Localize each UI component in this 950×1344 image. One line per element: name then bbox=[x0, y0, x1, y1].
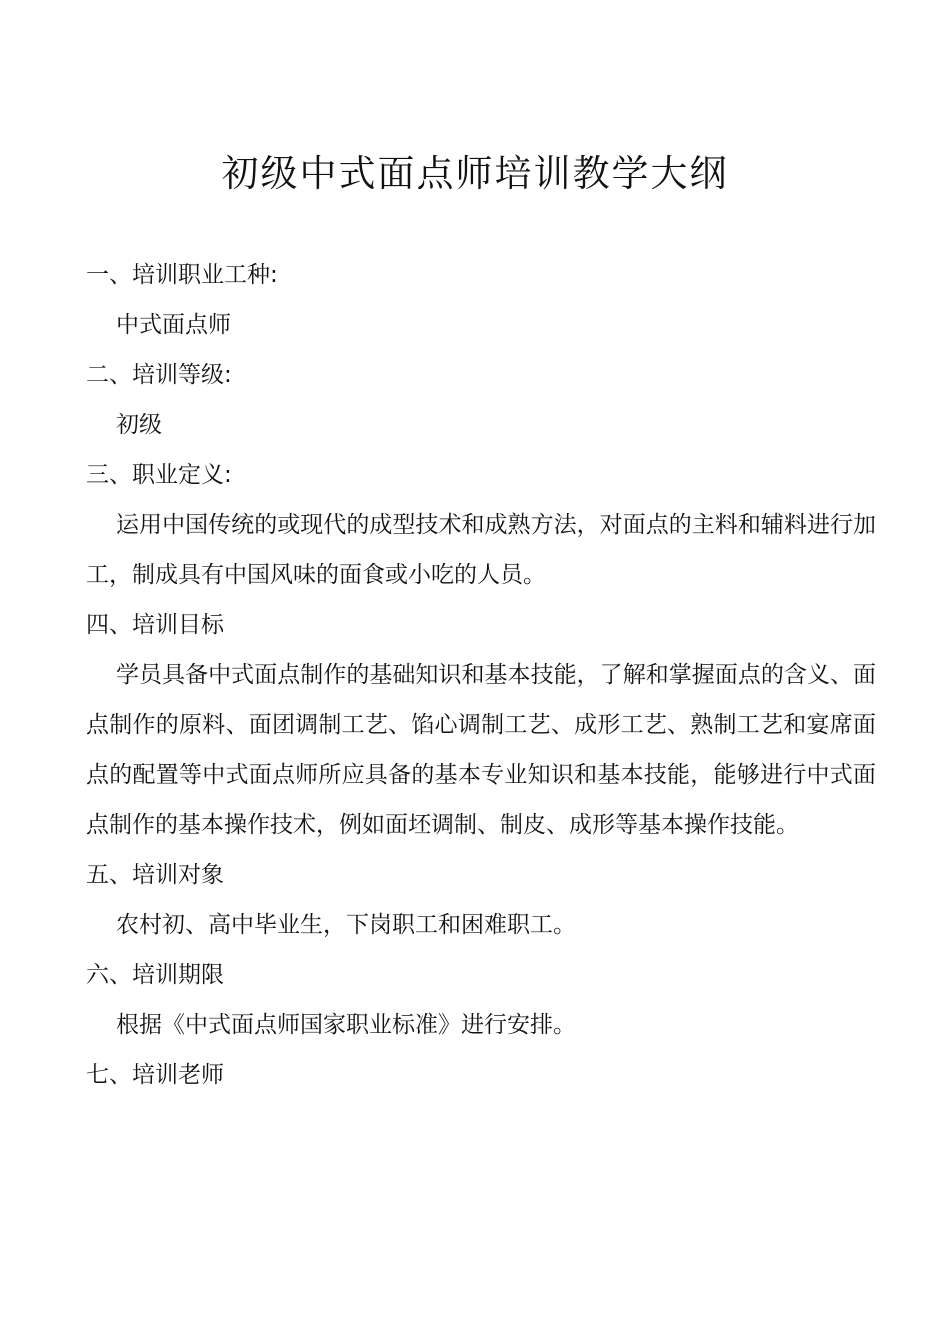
section-body: 农村初、高中毕业生，下岗职工和困难职工。 bbox=[116, 912, 576, 938]
section-heading: 六、培训期限 bbox=[86, 962, 224, 988]
section-body: 初级 bbox=[116, 412, 162, 438]
section-body: 根据《中式面点师国家职业标准》进行安排。 bbox=[116, 1012, 576, 1038]
section-heading: 三、职业定义: bbox=[86, 462, 232, 488]
section-body: 中式面点师 bbox=[116, 312, 231, 338]
section-goal bbox=[86, 600, 876, 850]
section-heading: 四、培训目标 bbox=[86, 612, 224, 638]
section-heading: 二、培训等级: bbox=[86, 362, 232, 388]
document-title: 初级中式面点师培训教学大纲 bbox=[221, 152, 729, 195]
section-body: 运用中国传统的或现代的成型技术和成熟方法，对面点的主料和辅料进行加工，制成具有中国风味的面食或小吃的人员。 bbox=[86, 512, 876, 588]
section-heading: 五、培训对象 bbox=[86, 862, 224, 888]
section-heading: 一、培训职业工种: bbox=[86, 262, 278, 288]
section-heading: 七、培训老师 bbox=[86, 1062, 224, 1088]
section-definition bbox=[86, 450, 876, 600]
section-duration bbox=[86, 950, 876, 1050]
section-teachers bbox=[86, 1050, 876, 1100]
section-body: 学员具备中式面点制作的基础知识和基本技能，了解和掌握面点的含义、面点制作的原料、面团调制工艺、馅心调制工艺、成形工艺、熟制工艺和宴席面点的配置等中式面点师所应具备的基本专业知识和基本技能，能够进行中式面点制作的基本操作技术，例如面坯调制、制皮、成形等基本操作技能。 bbox=[86, 662, 876, 838]
document-body bbox=[86, 250, 876, 1100]
section-occupation bbox=[86, 250, 876, 350]
section-level bbox=[86, 350, 876, 450]
section-audience bbox=[86, 850, 876, 950]
